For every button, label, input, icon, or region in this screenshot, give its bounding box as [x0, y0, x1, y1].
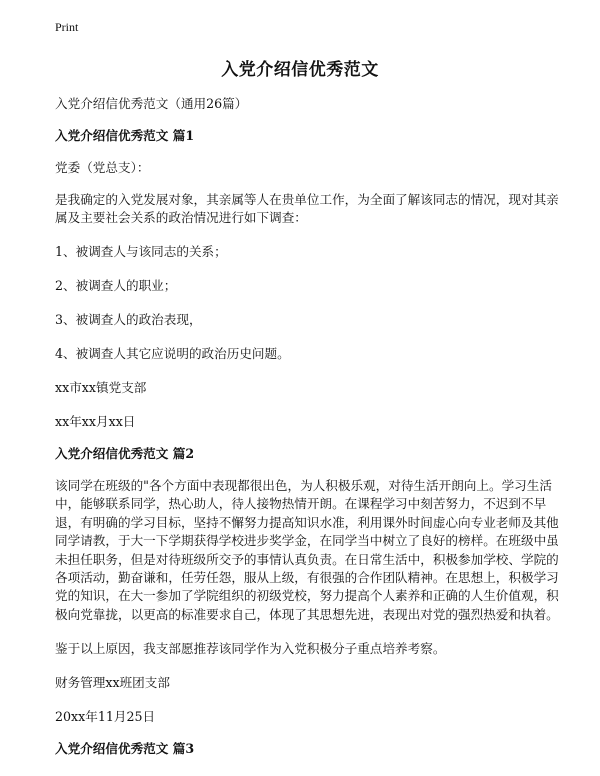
intro-text: 入党介绍信优秀范文（通用26篇）: [55, 96, 248, 111]
list-item: 1、被调查人与该同志的关系；: [55, 244, 227, 259]
signature: 财务管理xx班团支部: [55, 675, 170, 691]
salutation: 党委（党总支）：: [55, 160, 150, 175]
list-item: 4、被调查人其它应说明的政治历史问题。: [55, 346, 290, 361]
date: xx年xx月xx日: [55, 414, 136, 429]
signature: xx市xx镇党支部: [55, 380, 147, 395]
section-heading-3: 入党介绍信优秀范文 篇3: [55, 741, 195, 757]
document-body: [55, 95, 560, 758]
section-heading-2: 入党介绍信优秀范文 篇2: [55, 446, 195, 461]
print-label: Print: [55, 20, 79, 34]
section-heading-1: 入党介绍信优秀范文 篇1: [55, 128, 195, 143]
list-item: 3、被调查人的政治表现，: [55, 312, 202, 327]
section2-body: 该同学在班级的"各个方面中表现都很出色，为人积极乐观，对待生活开朗向上。学习生活中，能够联系同学，热心助人，待人接物热情开朗。在课程学习中刻苦努力，不迟到不早退，有明确的学习目标，坚持不懈努力提高知识水准，利用课外时间虚心向专业老师及其他同学请教，于大一下学期获得学校进步奖学金，在同学当中树立了良好的榜样。在班级中虽未担任职务，但是对待班级所交予的事情认真负责。在日常生活中，积极参加学校、学院的各项活动，勤奋谦和，任劳任怨，服从上级，有很强的合作团队精神。在思想上，积极学习党的知识，在大一参加了学院组织的初级党校，努力提高个人素养和正确的人生价值观，积极向党靠拢，以更高的标准要求自己，体现了其思想先进，表现出对党的强烈热爱和执着。: [55, 478, 559, 622]
section1-body: 是我确定的入党发展对象，其亲属等人在贵单位工作，为全面了解该同志的情况，现对其亲属及主要社会关系的政治情况进行如下调查：: [55, 192, 559, 225]
date: 20xx年11月25日: [55, 709, 156, 725]
list-item: 2、被调查人的职业；: [55, 278, 177, 293]
page-title: 入党介绍信优秀范文: [221, 60, 379, 80]
recommendation-text: 鉴于以上原因，我支部愿推荐该同学作为入党积极分子重点培养考察。: [55, 641, 446, 657]
